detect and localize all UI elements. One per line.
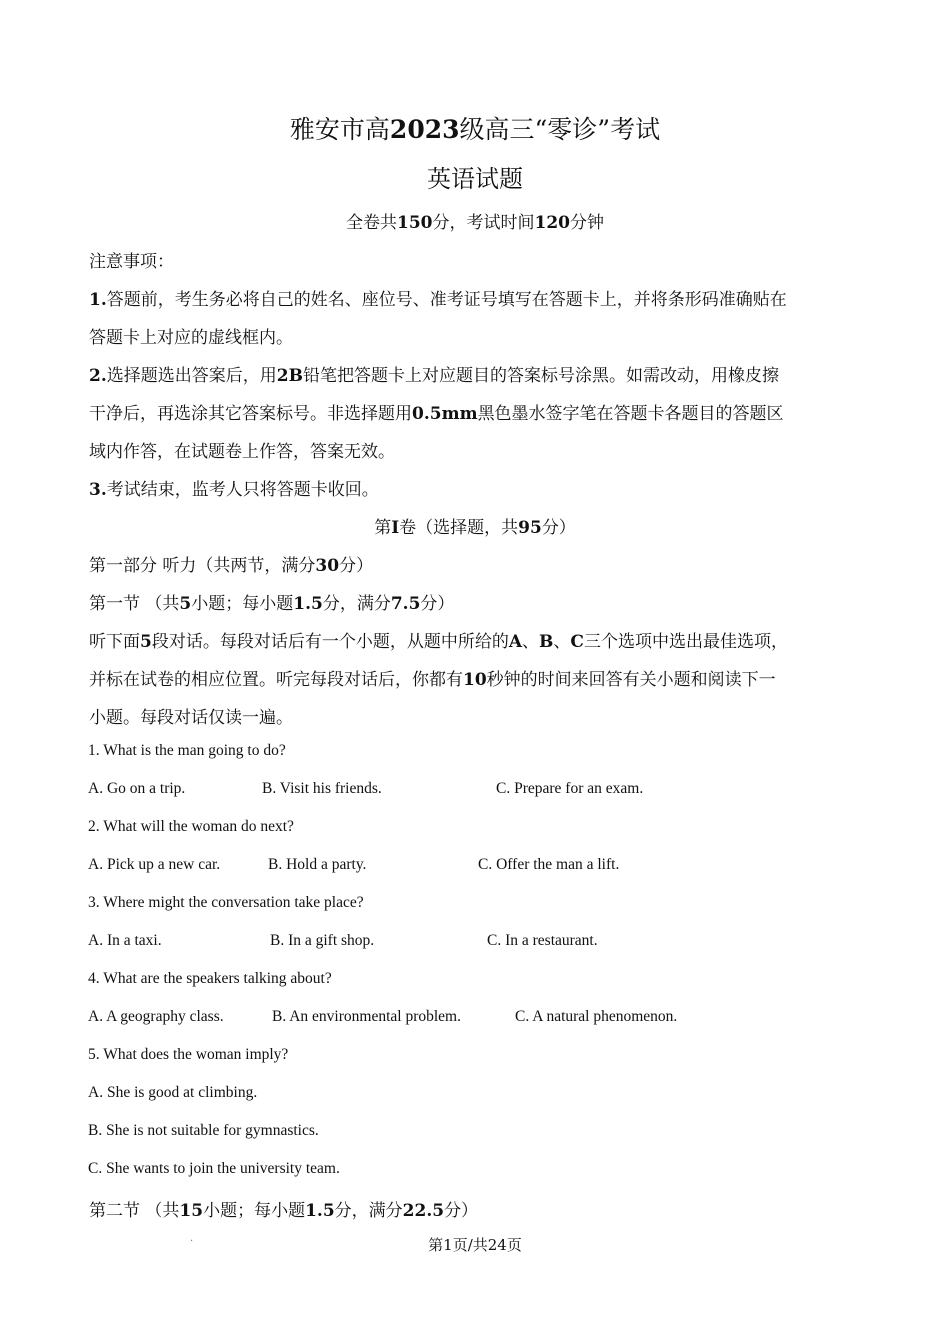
note-2-line2: 干净后，再选涂其它答案标号。非选择题用0.5mm黑色墨水签字笔在答题卡各题目的答题区: [89, 404, 784, 424]
volume-heading: 第I卷（选择题，共95分）: [374, 518, 576, 538]
page-number: 第1页/共24页: [428, 1236, 522, 1254]
note-2: 2.选择题选出答案后，用2B铅笔把答题卡上对应题目的答案标号涂黑。如需改动，用橡皮擦: [89, 366, 779, 386]
q1-option-a: A. Go on a trip.: [88, 780, 186, 797]
section1-heading: 第一节 （共5小题；每小题1.5分，满分7.5分）: [89, 594, 455, 614]
instructions-line-2: 并标在试卷的相应位置。听完每段对话后，你都有10秒钟的时间来回答有关小题和阅读下一: [89, 670, 776, 690]
instructions-line-3: 小题。每段对话仅读一遍。: [89, 708, 293, 728]
q2-option-a: A. Pick up a new car.: [88, 856, 221, 873]
question-2: 2. What will the woman do next?: [88, 818, 294, 835]
q4-option-b: B. An environmental problem.: [272, 1008, 461, 1025]
part1-heading: 第一部分 听力（共两节，满分30分）: [89, 556, 374, 576]
q3-option-a: A. In a taxi.: [88, 932, 162, 949]
section2-heading: 第二节 （共15小题；每小题1.5分，满分22.5分）: [89, 1201, 479, 1221]
exam-subtitle: 英语试题: [427, 165, 523, 193]
footer-dot: ·: [190, 1236, 194, 1247]
q3-option-b: B. In a gift shop.: [270, 932, 375, 949]
note-1-cont: 答题卡上对应的虚线框内。: [89, 328, 293, 348]
q2-option-b: B. Hold a party.: [268, 856, 367, 873]
note-2-line3: 域内作答，在试题卷上作答，答案无效。: [89, 442, 395, 462]
q4-option-a: A. A geography class.: [88, 1008, 224, 1025]
q5-option-b: B. She is not suitable for gymnastics.: [88, 1122, 319, 1139]
q5-option-a: A. She is good at climbing.: [88, 1084, 258, 1101]
notes-heading: 注意事项：: [89, 252, 174, 272]
q1-option-b: B. Visit his friends.: [262, 780, 382, 797]
q4-option-c: C. A natural phenomenon.: [515, 1008, 678, 1025]
exam-info: 全卷共150分，考试时间120分钟: [346, 213, 604, 233]
q5-option-c: C. She wants to join the university team.: [88, 1160, 340, 1177]
q2-option-c: C. Offer the man a lift.: [478, 856, 620, 873]
q3-option-c: C. In a restaurant.: [487, 932, 598, 949]
question-3: 3. Where might the conversation take place?: [88, 894, 364, 911]
exam-title: 雅安市高2023级高三“零诊”考试: [289, 115, 661, 144]
question-4: 4. What are the speakers talking about?: [88, 970, 332, 987]
instructions-line-1: 听下面5段对话。每段对话后有一个小题，从题中所给的A、B、C三个选项中选出最佳选项，: [89, 632, 788, 652]
note-1: 1.答题前，考生务必将自己的姓名、座位号、准考证号填写在答题卡上，并将条形码准确贴在: [89, 290, 787, 310]
note-3: 3.考试结束，监考人只将答题卡收回。: [89, 480, 379, 500]
q1-option-c: C. Prepare for an exam.: [496, 780, 644, 797]
question-1: 1. What is the man going to do?: [88, 742, 286, 759]
question-5: 5. What does the woman imply?: [88, 1046, 289, 1063]
